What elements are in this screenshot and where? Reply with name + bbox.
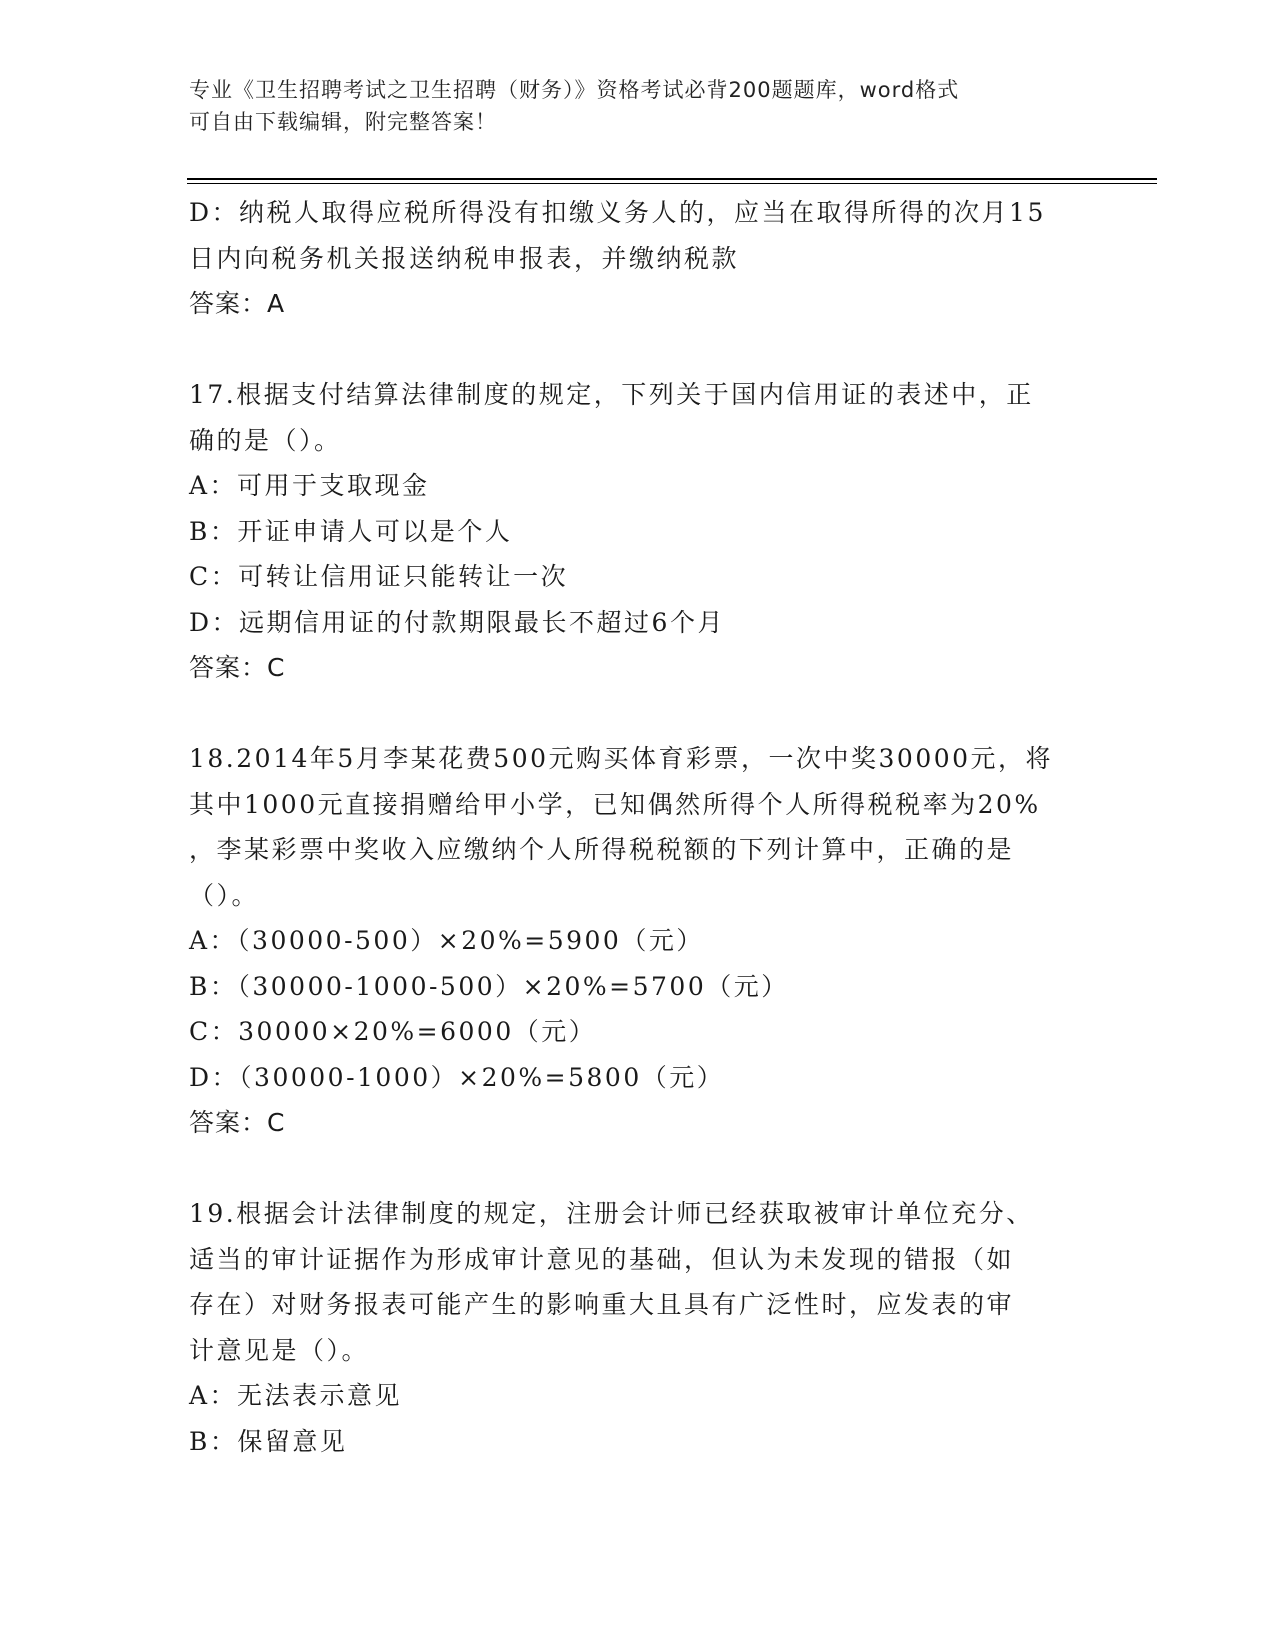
spacer: [189, 691, 1089, 737]
option-d: D：远期信用证的付款期限最长不超过6个月: [189, 607, 725, 637]
question-18: [189, 736, 1089, 1146]
question-stem-line-2: 确的是（）。: [189, 425, 342, 455]
document-body: [189, 190, 1089, 1464]
option-a: A：无法表示意见: [189, 1381, 403, 1410]
question-stem-line-1: 19.根据会计法律制度的规定，注册会计师已经获取被审计单位充分、: [189, 1199, 1034, 1228]
question-19: [189, 1191, 1089, 1464]
spacer: [189, 1146, 1089, 1192]
option-a: A：（30000-500）×20%=5900（元）: [189, 926, 704, 955]
question-stem-line-2: 适当的审计证据作为形成审计意见的基础，但认为未发现的错报（如: [189, 1244, 1015, 1274]
question-17: [189, 372, 1089, 691]
answer: 答案：C: [189, 1108, 286, 1137]
question-stem-line-3: ，李某彩票中奖收入应缴纳个人所得税税额的下列计算中，正确的是: [189, 835, 1015, 864]
option-c: C：30000×20%=6000（元）: [189, 1017, 597, 1046]
option-b: B：开证申请人可以是个人: [189, 516, 513, 546]
document-header: [189, 74, 1089, 138]
option-b: B：（30000-1000-500）×20%=5700（元）: [189, 971, 789, 1001]
question-stem-line-1: 18.2014年5月李某花费500元购买体育彩票，一次中奖30000元，将: [189, 744, 1054, 773]
question-16-tail: [189, 190, 1089, 327]
option-d: D：（30000-1000）×20%=5800（元）: [189, 1062, 725, 1092]
header-line-2: 可自由下载编辑，附完整答案！: [189, 110, 497, 134]
option-a: A：可用于支取现金: [189, 471, 430, 500]
question-stem-line-4: 计意见是（）。: [189, 1335, 370, 1365]
question-stem-line-2: 其中1000元直接捐赠给甲小学，已知偶然所得个人所得税税率为20%: [189, 789, 1041, 819]
header-line-1: 专业《卫生招聘考试之卫生招聘（财务）》资格考试必背200题题库，word格式: [189, 78, 960, 102]
question-stem-line-4: （）。: [189, 880, 260, 910]
question-stem-line-1: 17.根据支付结算法律制度的规定，下列关于国内信用证的表述中，正: [189, 380, 1034, 409]
answer: 答案：C: [189, 653, 286, 682]
option-d-line-2: 日内向税务机关报送纳税申报表，并缴纳税款: [189, 243, 740, 273]
option-b: B：保留意见: [189, 1426, 348, 1456]
option-c: C：可转让信用证只能转让一次: [189, 562, 569, 591]
answer: 答案：A: [189, 289, 286, 318]
question-stem-line-3: 存在）对财务报表可能产生的影响重大且具有广泛性时，应发表的审: [189, 1290, 1015, 1319]
header-rule-thin: [187, 183, 1157, 184]
option-d-line-1: D：纳税人取得应税所得没有扣缴义务人的，应当在取得所得的次月15: [189, 198, 1046, 227]
header-rule-thick: [187, 178, 1157, 180]
spacer: [189, 327, 1089, 373]
